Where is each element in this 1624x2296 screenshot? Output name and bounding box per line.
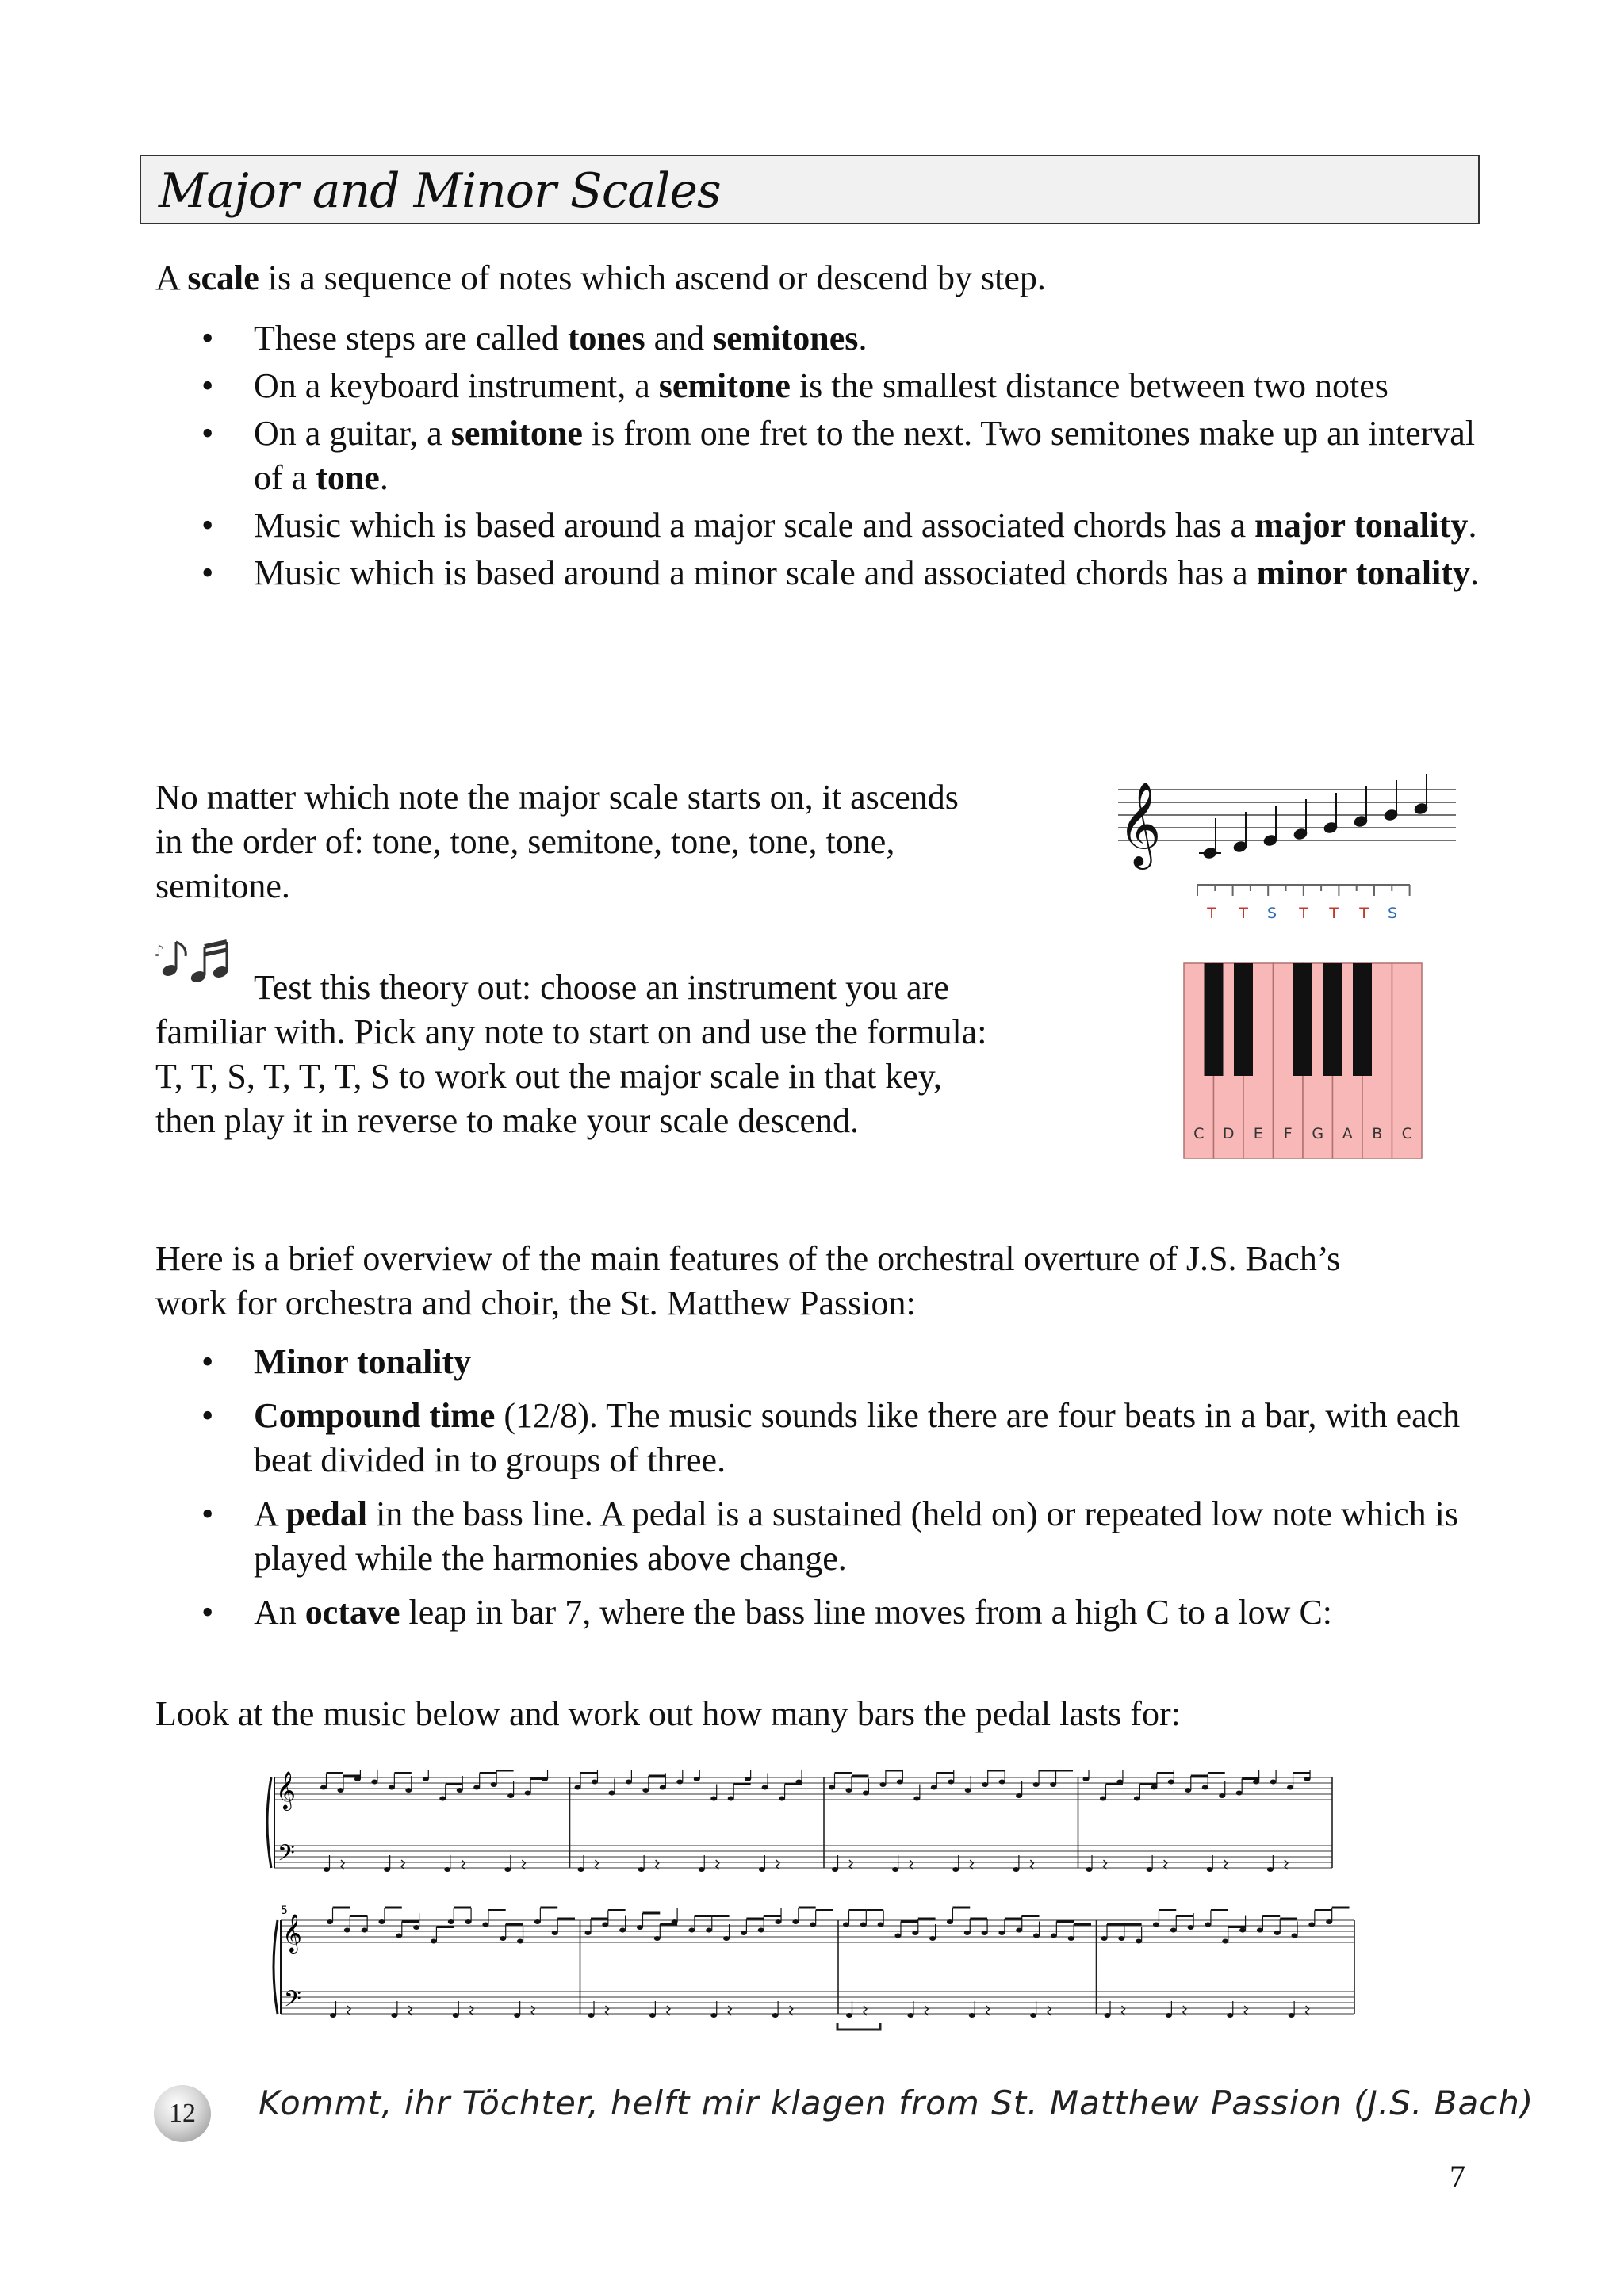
step-label: T	[1329, 905, 1339, 922]
note	[552, 1931, 558, 1935]
note	[473, 1785, 480, 1790]
black-key	[1205, 963, 1224, 1076]
step-pattern-diagram	[1194, 877, 1418, 924]
note	[845, 1788, 852, 1793]
note	[1170, 1928, 1177, 1933]
note	[897, 1780, 903, 1785]
note	[688, 1928, 695, 1933]
note	[500, 1936, 506, 1941]
note	[863, 1791, 869, 1796]
sheet-music-system-1	[262, 1770, 1340, 1881]
note	[1205, 1923, 1211, 1927]
note	[575, 1785, 581, 1790]
list-item: • On a guitar, a semitone is from one fret to the next. Two semitones make up an interval of a tone.	[155, 411, 1488, 500]
step-label: T	[1239, 905, 1248, 922]
note	[457, 1788, 463, 1793]
note	[1100, 1797, 1106, 1801]
note	[879, 1782, 886, 1787]
note	[362, 1928, 368, 1933]
music-caption: Kommt, ihr Töchter, helft mir klagen from St. Matthew Passion (J.S. Bach)	[259, 2084, 1534, 2122]
note	[810, 1923, 816, 1927]
note	[578, 1867, 584, 1872]
brace	[267, 1777, 271, 1868]
note	[642, 1788, 649, 1793]
note	[846, 2013, 852, 2018]
note	[378, 1919, 385, 1924]
note	[1304, 1777, 1311, 1781]
note	[728, 1797, 734, 1801]
note	[929, 1936, 936, 1941]
list-item: • These steps are called tones and semitones.	[155, 316, 1488, 361]
note	[1257, 1928, 1263, 1933]
note	[354, 1777, 361, 1781]
note	[1253, 1780, 1259, 1785]
note	[504, 1867, 511, 1872]
note	[1292, 1934, 1298, 1938]
note	[1101, 1936, 1108, 1941]
scale-facts-list	[155, 316, 1488, 595]
page-number: 7	[1450, 2159, 1465, 2195]
note	[1033, 1934, 1040, 1938]
note	[998, 1931, 1005, 1935]
note	[952, 1867, 959, 1872]
note	[1016, 1928, 1022, 1933]
track-number-badge: 12	[154, 2085, 211, 2142]
note	[1013, 1867, 1019, 1872]
step-label: S	[1266, 905, 1277, 922]
note	[829, 1785, 835, 1790]
note	[912, 1931, 918, 1935]
bass-clef-icon: 𝄢	[284, 1986, 301, 2018]
note	[723, 1936, 730, 1941]
note	[327, 1919, 333, 1924]
note	[439, 1797, 446, 1801]
note	[1289, 2013, 1295, 2018]
note	[741, 1931, 747, 1935]
note	[1166, 2013, 1172, 2018]
note	[1326, 1919, 1332, 1924]
note	[431, 1939, 437, 1944]
note	[453, 2013, 459, 2018]
note	[947, 1919, 953, 1924]
note	[448, 1919, 454, 1924]
note	[602, 1923, 608, 1927]
note	[465, 1919, 472, 1924]
note	[772, 2013, 779, 2018]
features-list	[155, 1340, 1488, 1635]
note	[324, 1867, 330, 1872]
note	[1153, 1923, 1159, 1927]
note	[423, 1777, 429, 1781]
note	[894, 1934, 901, 1938]
note	[1207, 1867, 1213, 1872]
note	[1227, 2013, 1233, 2018]
note	[796, 1780, 802, 1785]
note	[706, 1928, 712, 1933]
note	[965, 1788, 971, 1793]
note	[710, 1797, 717, 1801]
key-label: C	[1193, 1125, 1205, 1142]
list-item: • Minor tonality	[155, 1340, 1488, 1384]
note	[758, 1928, 764, 1933]
note	[1202, 1785, 1208, 1790]
note	[1068, 1936, 1074, 1941]
step-label: T	[1299, 905, 1308, 922]
treble-clef-icon: 𝄞	[276, 1770, 296, 1809]
note	[699, 1867, 705, 1872]
note	[759, 1867, 765, 1872]
note	[1287, 1785, 1293, 1790]
note	[1118, 1936, 1124, 1941]
note	[969, 2013, 975, 2018]
note	[1274, 1931, 1281, 1935]
black-key	[1293, 963, 1312, 1076]
note	[619, 1928, 626, 1933]
black-key	[1323, 963, 1342, 1076]
note	[931, 1785, 937, 1790]
note	[542, 1777, 548, 1781]
note	[592, 1780, 598, 1785]
key-label: B	[1372, 1125, 1383, 1142]
note	[508, 1793, 514, 1798]
key-label: G	[1312, 1125, 1324, 1142]
key-label: C	[1401, 1125, 1412, 1142]
black-key	[1234, 963, 1253, 1076]
note	[389, 1785, 395, 1790]
note	[982, 1931, 988, 1935]
note	[832, 1867, 838, 1872]
note	[907, 2013, 914, 2018]
note	[1168, 1780, 1174, 1785]
note	[1219, 1793, 1225, 1798]
note	[344, 1928, 350, 1933]
black-key	[1353, 963, 1372, 1076]
note	[672, 1919, 678, 1924]
note	[1270, 1780, 1277, 1785]
note	[660, 1785, 666, 1790]
note	[1188, 1925, 1194, 1930]
note	[676, 1780, 683, 1785]
note	[371, 1780, 377, 1785]
note	[1185, 1788, 1191, 1793]
note	[1134, 1797, 1140, 1801]
note	[792, 1919, 799, 1924]
step-label: S	[1387, 905, 1398, 922]
note	[1308, 1923, 1315, 1927]
intro-paragraph: A scale is a sequence of notes which ascend or descend by step.	[155, 258, 1046, 297]
list-item: • A pedal in the bass line. A pedal is a sustained (held on) or repeated low note which is played while the harmonies above change.	[155, 1492, 1488, 1581]
note	[762, 1785, 768, 1790]
note	[444, 1867, 450, 1872]
note	[710, 2013, 717, 2018]
note	[892, 1867, 898, 1872]
note	[964, 1931, 971, 1935]
note	[1239, 1928, 1246, 1933]
note	[654, 1936, 661, 1941]
key-label: A	[1342, 1125, 1353, 1142]
list-item: • Music which is based around a major scale and associated chords has a major tonality.	[155, 503, 1488, 548]
note	[1267, 1867, 1274, 1872]
note	[1051, 1934, 1057, 1938]
note	[384, 1867, 390, 1872]
note	[1030, 2013, 1036, 2018]
note	[982, 1782, 988, 1787]
note	[517, 1939, 523, 1944]
note	[1116, 1780, 1123, 1785]
note	[608, 1791, 615, 1796]
note	[878, 1923, 884, 1927]
key-label: E	[1253, 1125, 1263, 1142]
note	[1236, 1791, 1243, 1796]
section-heading: Major and Minor Scales	[159, 163, 721, 219]
note	[914, 1797, 920, 1801]
note	[745, 1777, 751, 1781]
step-label: T	[1207, 905, 1216, 922]
note	[1086, 1867, 1093, 1872]
piano-keyboard-diagram	[1183, 962, 1426, 1161]
treble-clef-icon: 𝄞	[1118, 781, 1162, 866]
note	[413, 1925, 419, 1930]
note	[1136, 1939, 1142, 1944]
note	[330, 2013, 336, 2018]
note	[776, 1919, 782, 1924]
note	[1151, 1785, 1157, 1790]
note	[649, 2013, 656, 2018]
note	[585, 1931, 592, 1935]
test-theory-paragraph: Test this theory out: choose an instrument you are familiar with. Pick any note to start on and use the formula: T, T, S, T, T, T, S to work out the major scale in that key, then play it in reverse to make your scale descend.	[155, 968, 987, 1140]
note	[337, 1788, 343, 1793]
note	[1016, 1793, 1022, 1798]
section-heading-box	[140, 155, 1480, 224]
note	[396, 1934, 402, 1938]
note	[514, 2013, 520, 2018]
note	[405, 1788, 412, 1793]
note	[391, 2013, 397, 2018]
list-item: • On a keyboard instrument, a semitone is the smallest distance between two notes	[155, 364, 1488, 408]
bass-clef-icon: 𝄢	[278, 1840, 295, 1872]
pedal-bracket	[837, 2023, 880, 2030]
step-label: T	[1359, 905, 1369, 922]
treble-clef-icon: 𝄞	[282, 1913, 302, 1952]
pedal-question: Look at the music below and work out how many bars the pedal lasts for:	[155, 1694, 1181, 1733]
note	[779, 1797, 785, 1801]
key-label: F	[1283, 1125, 1293, 1142]
svg-text:♪: ♪	[154, 941, 164, 960]
note	[1105, 2013, 1111, 2018]
list-item: • Compound time (12/8). The music sounds like there are four beats in a bar, with each beat divided in to groups of three.	[155, 1394, 1488, 1483]
note	[491, 1782, 497, 1787]
note	[626, 1780, 632, 1785]
overview-paragraph: Here is a brief overview of the main features of the orchestral overture of J.S. Bach’s work for orchestra and choir, the St. Matthew Passion:	[155, 1239, 1341, 1322]
note	[1033, 1782, 1040, 1787]
scale-order-paragraph: No matter which note the major scale starts on, it ascends in the order of: tone, tone, semitone, tone, tone, tone, semitone.	[155, 778, 959, 905]
note	[1147, 1867, 1153, 1872]
c-major-scale-staff	[1113, 766, 1462, 877]
note	[999, 1780, 1005, 1785]
note	[948, 1780, 954, 1785]
note	[843, 1923, 849, 1927]
note	[588, 2013, 595, 2018]
note	[860, 1923, 867, 1927]
note	[320, 1785, 327, 1790]
sheet-music-system-2	[268, 1903, 1362, 2038]
note	[482, 1923, 488, 1927]
note	[637, 1925, 643, 1930]
note	[1050, 1782, 1056, 1787]
bar-number: 5	[281, 1904, 288, 1917]
note	[1083, 1777, 1090, 1781]
list-item: • An octave leap in bar 7, where the bass line moves from a high C to a low C:	[155, 1590, 1488, 1635]
note	[638, 1867, 645, 1872]
note	[694, 1777, 700, 1781]
note	[534, 1919, 541, 1924]
brace	[274, 1920, 278, 2014]
note	[525, 1791, 531, 1796]
note	[1222, 1939, 1228, 1944]
list-item: • Music which is based around a minor scale and associated chords has a minor tonality.	[155, 551, 1488, 595]
key-label: D	[1222, 1125, 1235, 1142]
